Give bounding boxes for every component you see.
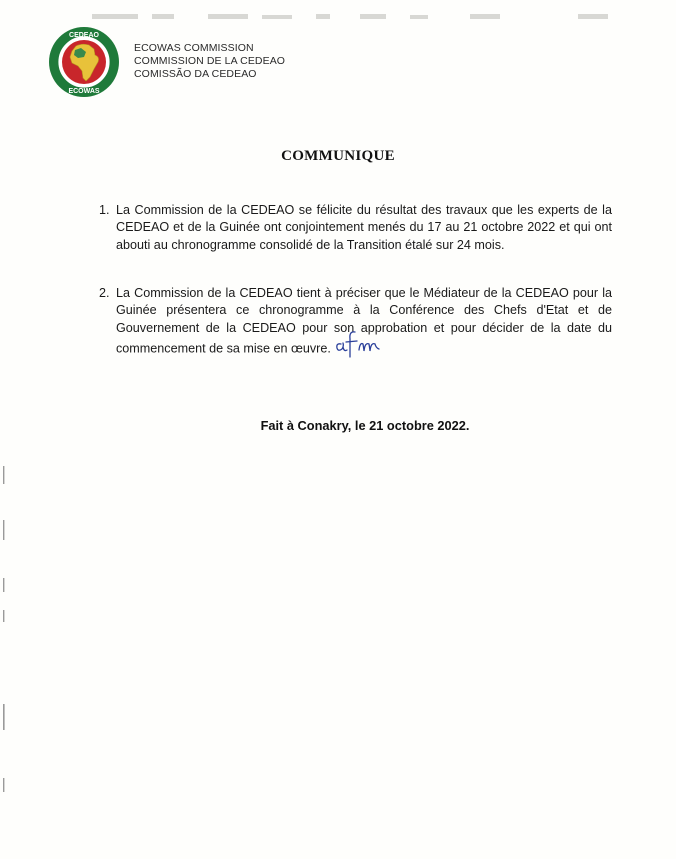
logo-text-top: CEDEAO (69, 32, 99, 39)
logo-text-bottom: ECOWAS (68, 88, 100, 95)
communique-item-1 (99, 202, 612, 254)
ecowas-logo (48, 26, 120, 98)
scan-margin-marks (0, 460, 10, 840)
item-text: La Commission de la CEDEAO se félicite du résultat des travaux que les experts de la CEDEAO et de la Guinée ont conjointement menés du 17 au 21 octobre 2022 et qui ont abouti au chronogramme consolidé de la Transition étalé sur 24 mois. (116, 203, 612, 252)
org-name-english: ECOWAS COMMISSION (134, 42, 254, 54)
communique-item-2 (99, 285, 612, 361)
item-text: La Commission de la CEDEAO tient à préciser que le Médiateur de la CEDEAO pour la Guinée présentera ce chronogramme à la Conférence des Chefs d'Etat et de Gouvernement de la CEDEAO pour son approbation et pour décider de la date du commencement de sa mise en œuvre. (116, 286, 612, 356)
org-name-portuguese: COMISSÃO DA CEDEAO (134, 68, 257, 80)
item-number: 2. (99, 286, 110, 300)
closing-place-date: Fait à Conakry, le 21 octobre 2022. (260, 418, 470, 433)
item-number: 1. (99, 203, 110, 217)
handwritten-initials-icon (333, 327, 385, 361)
org-name-french: COMMISSION DE LA CEDEAO (134, 55, 286, 67)
document-title: COMMUNIQUE (281, 148, 395, 164)
organization-names (134, 42, 285, 81)
scan-edge-artifact (0, 0, 676, 22)
